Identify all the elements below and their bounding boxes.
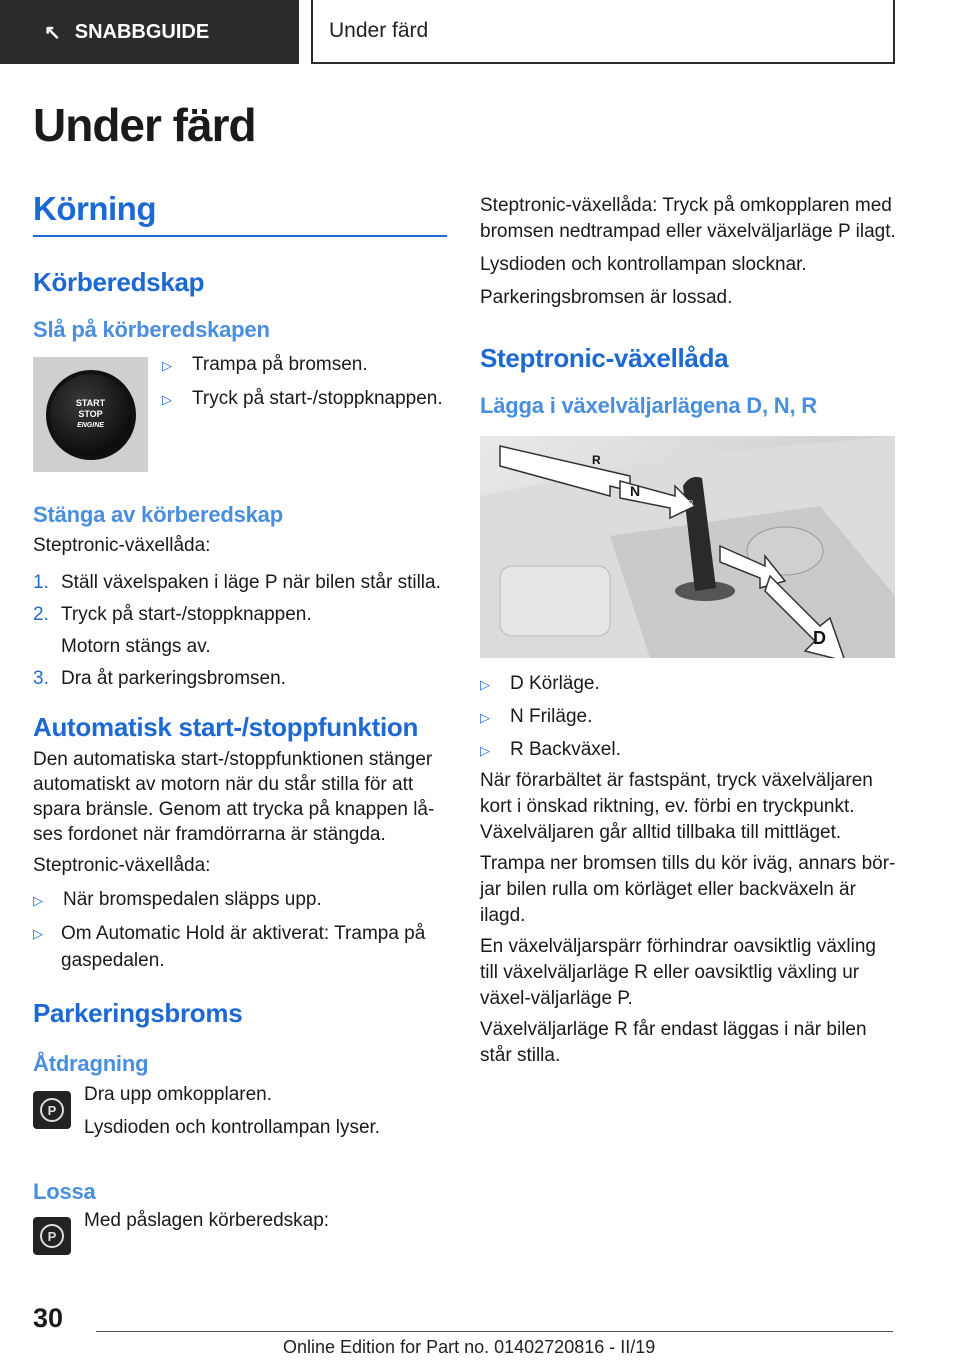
step-note: Motorn stängs av. [61,636,211,657]
gear-label-p: P [688,499,694,508]
intro-paragraph: Lysdioden och kontrollampan slocknar. [480,254,807,275]
wrench-arrow-icon: ↖ [44,21,61,44]
list-item: ▷ N Friläge. [480,703,898,731]
heading-korning: Körning [33,190,447,237]
heading-automatisk: Automatisk start-/stoppfunktion [33,712,419,742]
lossa-line: Med påslagen körberedskap: [84,1210,330,1231]
start-stop-knob [46,370,136,460]
intro-paragraph: Parkeringsbromsen är lossad. [480,287,733,308]
heading-lagga: Lägga i växelväljarlägena D, N, R [480,393,817,418]
parking-brake-icon: P [33,1091,71,1129]
atdragning-line: Lysdioden och kontrollampan lyser. [84,1117,381,1138]
engine-text: ENGINE [77,422,104,429]
body-paragraph: När förarbältet är fastspänt, tryck växelväljaren kort i önskad riktning, ev. förbi en tryckpunkt. Växelväljaren går alltid tillbaka till mittläget. [480,770,873,843]
lossa-section [33,1207,447,1255]
stanga-intro: Steptronic-växellåda: [33,535,211,556]
start-section [33,354,447,472]
section-tab [0,0,299,64]
triangle-bullet-icon: ▷ [480,677,490,692]
chapter-tab [311,0,895,64]
triangle-bullet-icon: ▷ [480,743,490,758]
gear-selector-illustration [480,436,895,658]
parking-brake-icon: P [33,1217,71,1255]
page-number: 30 [33,1303,64,1333]
gear-list [480,670,898,764]
page-title: Under färd [33,99,256,151]
atdragning-section [33,1081,447,1141]
body-paragraph: En växelväljarspärr förhindrar oavsiktlig växling till växelväljarläge R eller oavsiktlig växling ur växel-väljarläge P. [480,936,877,1009]
section-label: SNABBGUIDE [74,20,210,43]
automatisk-intro: Steptronic-växellåda: [33,855,211,876]
body-paragraph: Trampa ner bromsen tills du kör iväg, annars bör-jar bilen rulla om körläget eller backväxeln är ilagd. [480,853,896,926]
gear-selector-image [480,436,895,658]
heading-atdragning: Åtdragning [33,1051,149,1076]
list-item: ▷ Om Automatic Hold är aktiverat: Trampa på gaspedalen. [33,920,447,974]
automatisk-list [33,886,447,974]
atdragning-text [84,1081,380,1141]
list-item: ▷ Trampa på bromsen. [162,351,443,379]
list-item: ▷ När bromspedalen släpps upp. [33,886,447,914]
heading-sla-pa: Slå på körberedskapen [33,317,270,342]
list-item: ▷ R Backväxel. [480,736,898,764]
footer-edition: Online Edition for Part no. 01402720816 - II/19 [283,1337,656,1357]
triangle-bullet-icon: ▷ [33,926,43,941]
triangle-bullet-icon: ▷ [33,893,43,908]
triangle-bullet-icon: ▷ [162,358,172,373]
atdragning-line: Dra upp omkopplaren. [84,1084,272,1105]
heading-steptronic: Steptronic-växellåda [480,343,729,373]
stop-text: STOP [78,409,103,419]
triangle-bullet-icon: ▷ [162,392,172,407]
body-paragraph: Växelväljarläge R får endast läggas i när bilen står stilla. [480,1019,867,1066]
footer-divider [96,1331,893,1332]
gear-label-d: D [813,628,826,648]
start-text: START [75,398,106,408]
right-column [480,193,898,1069]
list-item: ▷ Tryck på start-/stoppknappen. [162,385,443,413]
step-item: 1. Ställ växelspaken i läge P när bilen står stilla. [33,572,441,593]
chapter-label: Under färd [329,19,429,42]
step-item: 3. Dra åt parkeringsbromsen. [33,668,286,689]
heading-parkeringsbroms: Parkeringsbroms [33,998,243,1028]
list-item: ▷ D Körläge. [480,670,898,698]
left-column [33,190,447,1255]
stanga-steps [33,569,447,692]
start-stop-button-image [33,357,148,472]
intro-paragraph: Steptronic-växellåda: Tryck på omkopplaren med bromsen nedtrampad eller växelväljarläge P ilagt. [480,195,896,242]
triangle-bullet-icon: ▷ [480,710,490,725]
step-item: 2. Tryck på start-/stoppknappen. [33,604,312,625]
sla-pa-list [162,351,443,472]
gear-label-r: R [592,453,601,467]
heading-stanga-av: Stänga av körberedskap [33,502,283,527]
heading-lossa: Lossa [33,1179,96,1204]
gear-label-n: N [630,483,641,499]
automatisk-text: Den automatiska start-/stoppfunktionen stänger automatiskt av motorn när du står stilla för att spara bränsle. Genom att trycka på knappen lå-ses fordonet när framdörrarna är stängda. [33,749,435,845]
heading-korberedskap: Körberedskap [33,267,205,297]
